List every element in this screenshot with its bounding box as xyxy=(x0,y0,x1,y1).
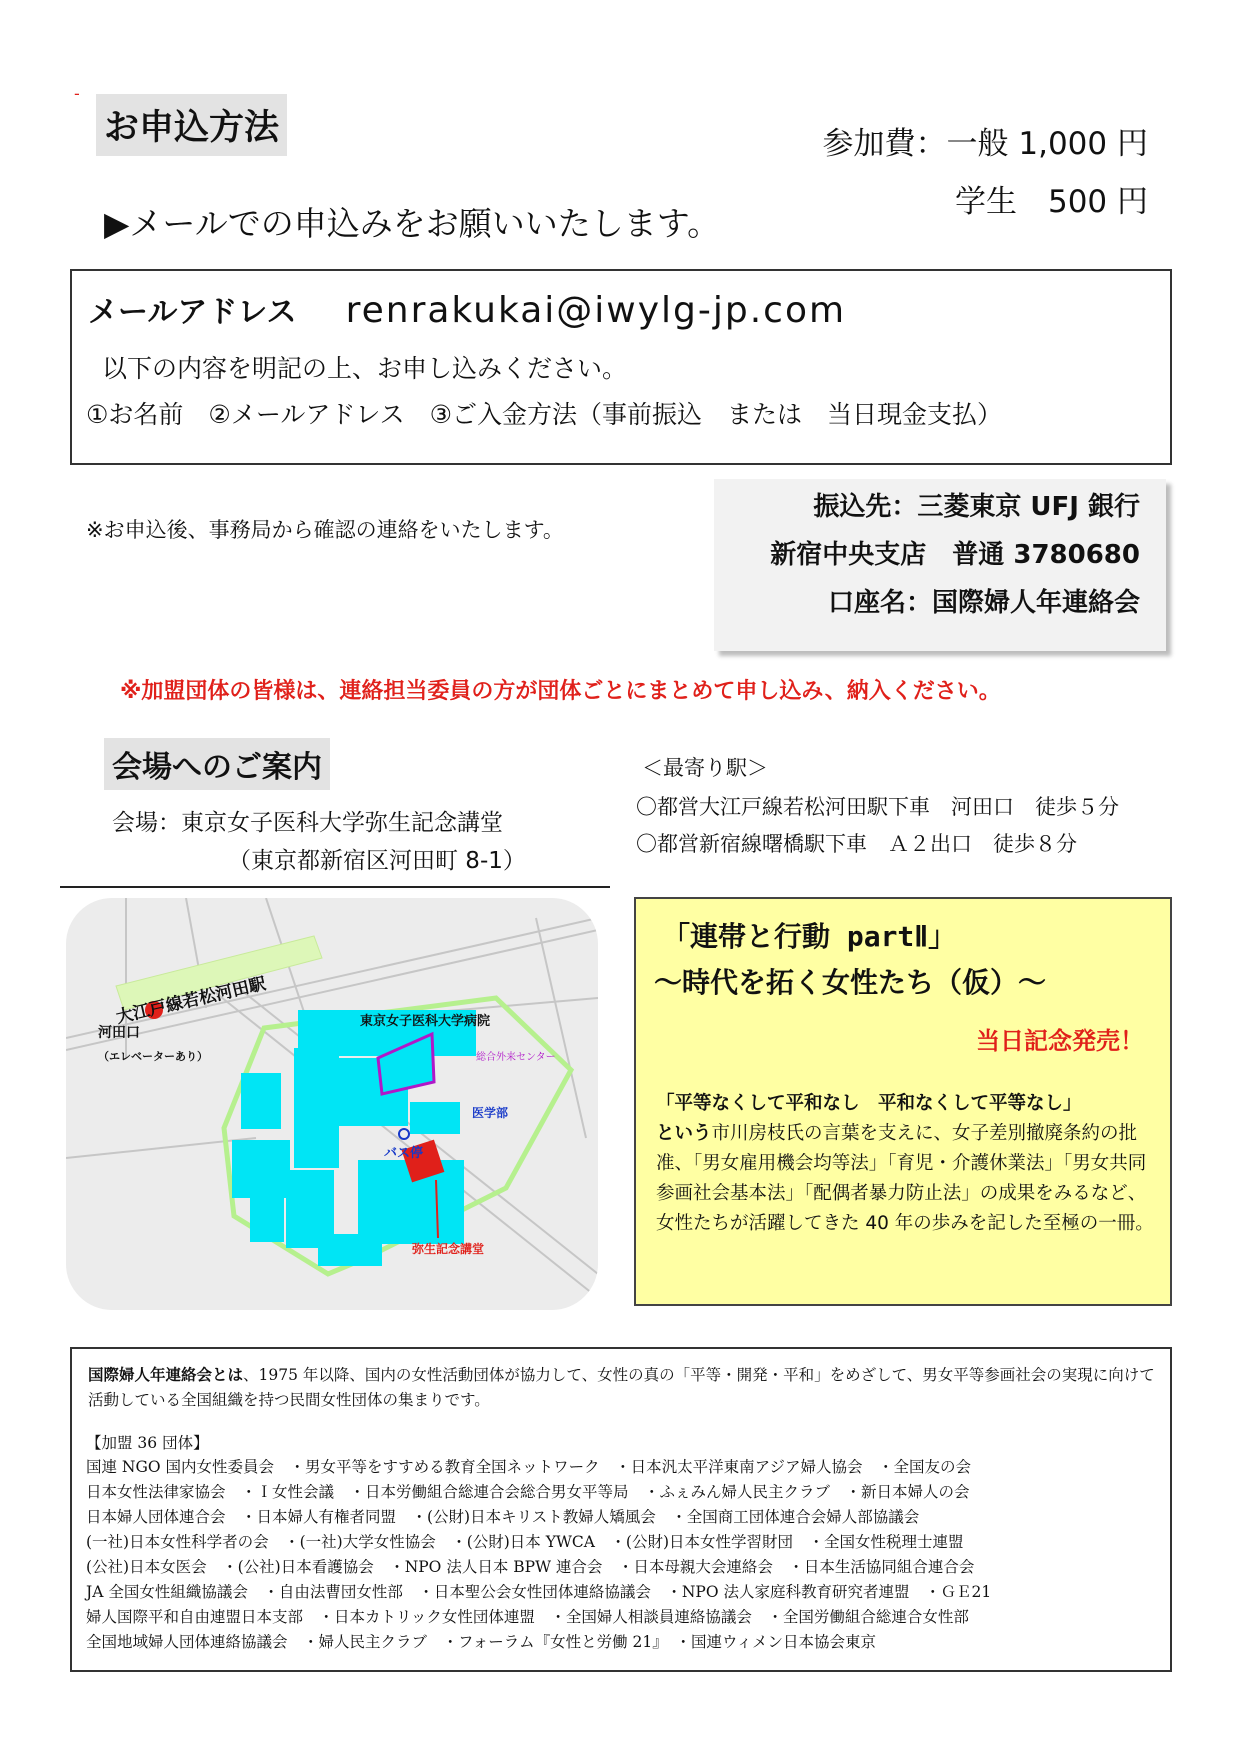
members-line: 日本婦人団体連合会 ・日本婦人有権者同盟 ・(公財)日本キリスト教婦人矯風会 ・全国商工団体連合会婦人部協議会 xyxy=(86,1508,920,1526)
member-notice: ※加盟団体の皆様は、連絡担当委員の方が団体ごとにまとめて申し込み、納入ください。 xyxy=(120,679,1001,704)
fee-student: 学生 500 円 xyxy=(954,184,1148,220)
book-quote: 「平等なくして平和なし 平和なくして平等なし」 xyxy=(656,1093,1082,1114)
members-heading: 【加盟 36 団体】 xyxy=(86,1434,209,1452)
book-sale-badge: 当日記念発売！ xyxy=(976,1027,1144,1055)
email-instruction: 以下の内容を明記の上、お申し込みください。 xyxy=(102,354,628,383)
venue-address: （東京都新宿区河田町 8-1） xyxy=(228,848,526,874)
map-exit-label: 河田口 xyxy=(98,1025,140,1041)
email-required-items: ①お名前 ②メールアドレス ③ご入金方法（事前振込 または 当日現金支払） xyxy=(86,400,1002,429)
map-hall-label: 弥生記念講堂 xyxy=(412,1242,485,1256)
map-station-label: 大江戸線若松河田駅 xyxy=(114,973,268,1028)
email-address-link[interactable]: renrakukai@iwylg-jp.com xyxy=(345,290,847,331)
station-route-1: 〇都営大江戸線若松河田駅下車 河田口 徒歩５分 xyxy=(636,795,1119,819)
members-line: 婦人国際平和自由連盟日本支部 ・日本カトリック女性団体連盟 ・全国婦人相談員連絡協議会 ・全国労働組合総連合女性部 xyxy=(86,1608,969,1626)
book-announcement xyxy=(634,897,1172,1306)
bank-branch: 新宿中央支店 普通 3780680 xyxy=(770,540,1140,570)
confirm-note: ※お申込後、事務局から確認の連絡をいたします。 xyxy=(86,518,564,542)
venue-heading: 会場へのご案内 xyxy=(104,738,330,790)
email-label: メールアドレス xyxy=(88,295,297,330)
book-body-text: 市川房枝氏の言葉を支えに、女子差別撤廃条約の批准、「男女雇用機会均等法」「育児・介護休業法」「男女共同参画社会基本法」「配偶者暴力防止法」の成果をみるなど、女性たちが活躍してきた 40 年の歩みを記した至極の一冊。 xyxy=(656,1123,1154,1234)
book-title-1: 「連帯と行動 partⅡ」 xyxy=(662,920,957,953)
book-title-2: ～時代を拓く女性たち（仮）～ xyxy=(654,966,1047,999)
members-line: (一社)日本女性科学者の会 ・(一社)大学女性協会 ・(公財)日本 YWCA ・(公財)日本女性学習財団 ・全国女性税理士連盟 xyxy=(86,1533,964,1551)
map-medical-label: 医学部 xyxy=(472,1106,509,1120)
venue-divider xyxy=(60,886,610,888)
map-hospital-label: 東京女子医科大学病院 xyxy=(360,1014,491,1029)
about-box xyxy=(70,1347,1172,1672)
fee-block xyxy=(823,115,1148,231)
about-lead: 国際婦人年連絡会とは xyxy=(88,1366,244,1384)
members-line: 国連 NGO 国内女性委員会 ・男女平等をすすめる教育全国ネットワーク ・日本汎太平洋東南アジア婦人協会 ・全国友の会 xyxy=(86,1458,972,1476)
map-elevator-label: （エレベーターあり） xyxy=(98,1050,208,1063)
about-text: 、1975 年以降、国内の女性活動団体が協力して、女性の真の「平等・開発・平和」をめざして、男女平等参画社会の実現に向けて活動している全国組織を持つ民間女性団体の集まりです。 xyxy=(88,1366,1155,1409)
map-outpatient-label: 総合外来センター xyxy=(476,1052,556,1063)
map-bus-stop-label: バス停 xyxy=(384,1146,424,1161)
members-line: JA 全国女性組織協議会 ・自由法曹団女性部 ・日本聖公会女性団体連絡協議会 ・NPO 法人家庭科教育研究者連盟 ・ＧＥ21 xyxy=(86,1583,992,1601)
corner-mark: - xyxy=(74,84,80,103)
members-list xyxy=(86,1455,991,1655)
bank-name: 振込先：三菱東京 UFJ 銀行 xyxy=(813,492,1140,522)
email-lead: ▶メールでの申込みをお願いいたします。 xyxy=(104,204,721,243)
bank-account-name: 口座名：国際婦人年連絡会 xyxy=(827,588,1140,618)
application-heading: お申込方法 xyxy=(96,94,287,156)
book-description xyxy=(656,1089,1160,1239)
about-description xyxy=(88,1363,1156,1413)
bank-info-box xyxy=(714,479,1166,651)
fee-general: 参加費：一般 1,000 円 xyxy=(822,126,1148,162)
members-line: 日本女性法律家協会 ・Ｉ女性会議 ・日本労働組合総連合会総合男女平等局 ・ふぇみん婦人民主クラブ ・新日本婦人の会 xyxy=(86,1483,970,1501)
venue-name: 会場：東京女子医科大学弥生記念講堂 xyxy=(112,810,503,836)
station-heading: ＜最寄り駅＞ xyxy=(642,756,768,780)
book-quote-tail: という xyxy=(656,1123,712,1144)
members-line: (公社)日本女医会 ・(公社)日本看護協会 ・NPO 法人日本 BPW 連合会 ・日本母親大会連絡会 ・日本生活協同組合連合会 xyxy=(86,1558,975,1576)
email-box xyxy=(70,269,1172,465)
email-line xyxy=(88,287,846,331)
members-line: 全国地域婦人団体連絡協議会 ・婦人民主クラブ ・フォーラム『女性と労働 21』 ・国連ウィメン日本協会東京 xyxy=(86,1633,877,1651)
venue-map xyxy=(66,898,598,1310)
map-graphic xyxy=(66,898,598,1310)
station-route-2: 〇都営新宿線曙橋駅下車 Ａ２出口 徒歩８分 xyxy=(636,832,1077,856)
